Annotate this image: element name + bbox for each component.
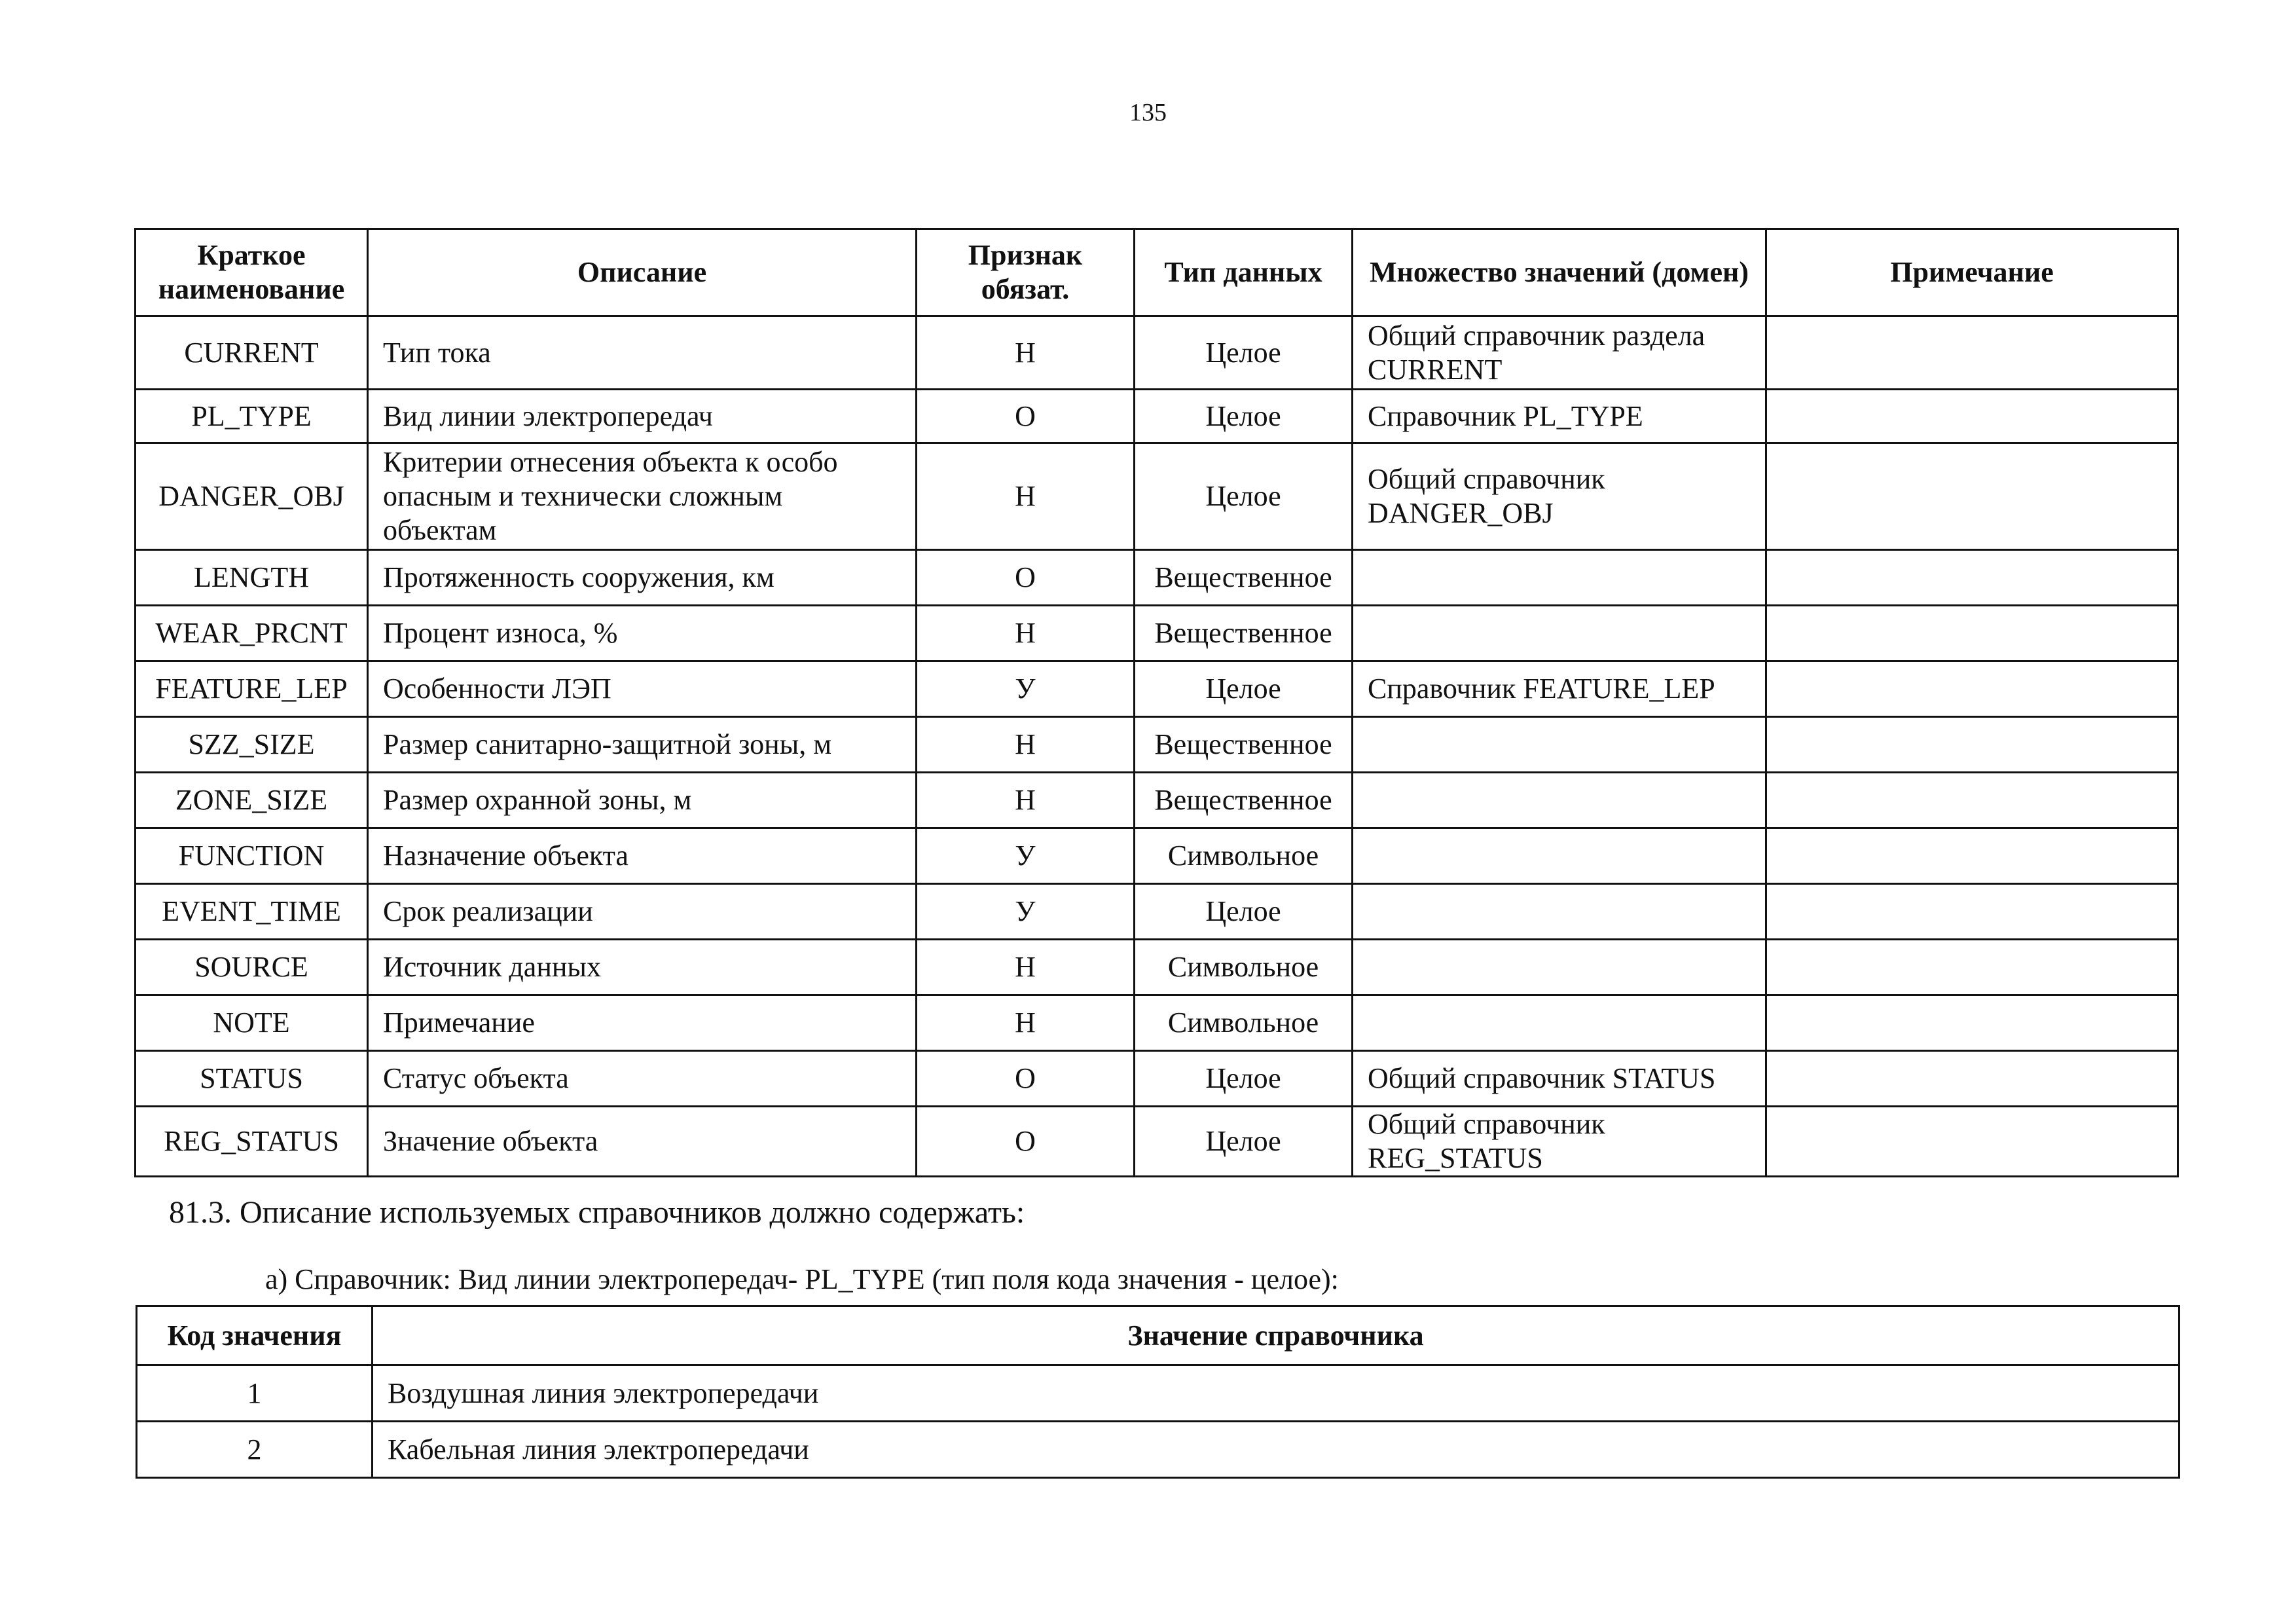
cell-data-type: Целое <box>1135 443 1353 550</box>
attributes-table <box>134 228 2179 1177</box>
cell-data-type: Вещественное <box>1135 773 1353 828</box>
cell-domain <box>1353 773 1766 828</box>
cell-required: О <box>917 390 1135 443</box>
cell-note <box>1766 828 2178 884</box>
cell-required: Н <box>917 606 1135 661</box>
cell-data-type: Целое <box>1135 1051 1353 1107</box>
dictionary-table <box>136 1305 2180 1479</box>
cell-data-type: Символьное <box>1135 995 1353 1051</box>
cell-description: Назначение объекта <box>368 828 917 884</box>
cell-domain: Общий справочник раздела CURRENT <box>1353 316 1766 390</box>
cell-short-name: NOTE <box>136 995 368 1051</box>
cell-domain <box>1353 717 1766 773</box>
cell-value: Воздушная линия электропередачи <box>373 1365 2179 1422</box>
cell-description: Процент износа, % <box>368 606 917 661</box>
cell-required: У <box>917 884 1135 940</box>
table-row <box>136 828 2178 884</box>
table-row <box>136 316 2178 390</box>
cell-note <box>1766 773 2178 828</box>
table-row <box>136 606 2178 661</box>
cell-short-name: EVENT_TIME <box>136 884 368 940</box>
cell-data-type: Целое <box>1135 884 1353 940</box>
table-header-row <box>137 1306 2179 1365</box>
table-row <box>137 1365 2179 1422</box>
cell-note <box>1766 443 2178 550</box>
cell-required: Н <box>917 316 1135 390</box>
table-row <box>136 661 2178 717</box>
cell-domain <box>1353 606 1766 661</box>
cell-domain <box>1353 940 1766 995</box>
cell-description: Протяженность сооружения, км <box>368 550 917 606</box>
cell-domain: Справочник PL_TYPE <box>1353 390 1766 443</box>
cell-short-name: WEAR_PRCNT <box>136 606 368 661</box>
header-short-name: Краткое наименование <box>136 229 368 316</box>
cell-note <box>1766 550 2178 606</box>
cell-description: Примечание <box>368 995 917 1051</box>
cell-note <box>1766 316 2178 390</box>
cell-data-type: Целое <box>1135 316 1353 390</box>
cell-domain <box>1353 828 1766 884</box>
cell-short-name: DANGER_OBJ <box>136 443 368 550</box>
attributes-table-body <box>136 316 2178 1177</box>
cell-short-name: LENGTH <box>136 550 368 606</box>
table-row <box>136 443 2178 550</box>
table-row <box>136 550 2178 606</box>
cell-note <box>1766 1107 2178 1177</box>
table-row <box>136 995 2178 1051</box>
page-number: 135 <box>1129 99 1167 126</box>
table-row <box>136 773 2178 828</box>
table-row <box>136 1107 2178 1177</box>
cell-description: Срок реализации <box>368 884 917 940</box>
cell-note <box>1766 606 2178 661</box>
cell-value: Кабельная линия электропередачи <box>373 1422 2179 1478</box>
cell-description: Тип тока <box>368 316 917 390</box>
cell-required: Н <box>917 443 1135 550</box>
cell-data-type: Целое <box>1135 1107 1353 1177</box>
header-required: Признак обязат. <box>917 229 1135 316</box>
cell-required: Н <box>917 995 1135 1051</box>
cell-required: Н <box>917 940 1135 995</box>
cell-note <box>1766 940 2178 995</box>
cell-description: Статус объекта <box>368 1051 917 1107</box>
cell-note <box>1766 661 2178 717</box>
cell-data-type: Символьное <box>1135 828 1353 884</box>
cell-required: У <box>917 661 1135 717</box>
cell-required: О <box>917 1107 1135 1177</box>
cell-required: О <box>917 550 1135 606</box>
cell-data-type: Целое <box>1135 390 1353 443</box>
cell-note <box>1766 995 2178 1051</box>
header-note: Примечание <box>1766 229 2178 316</box>
header-description: Описание <box>368 229 917 316</box>
cell-short-name: CURRENT <box>136 316 368 390</box>
table-row <box>136 1051 2178 1107</box>
cell-data-type: Целое <box>1135 661 1353 717</box>
cell-description: Источник данных <box>368 940 917 995</box>
table-row <box>136 717 2178 773</box>
cell-code: 2 <box>137 1422 373 1478</box>
cell-required: О <box>917 1051 1135 1107</box>
table-row <box>137 1422 2179 1478</box>
cell-short-name: STATUS <box>136 1051 368 1107</box>
header-domain: Множество значений (домен) <box>1353 229 1766 316</box>
cell-description: Значение объекта <box>368 1107 917 1177</box>
cell-short-name: SOURCE <box>136 940 368 995</box>
table-row <box>136 940 2178 995</box>
cell-note <box>1766 717 2178 773</box>
cell-short-name: ZONE_SIZE <box>136 773 368 828</box>
cell-domain <box>1353 995 1766 1051</box>
cell-required: Н <box>917 773 1135 828</box>
cell-description: Размер охранной зоны, м <box>368 773 917 828</box>
dictionary-table-body <box>137 1365 2179 1478</box>
table-row <box>136 884 2178 940</box>
cell-description: Размер санитарно-защитной зоны, м <box>368 717 917 773</box>
cell-domain: Общий справочник REG_STATUS <box>1353 1107 1766 1177</box>
header-data-type: Тип данных <box>1135 229 1353 316</box>
cell-short-name: FUNCTION <box>136 828 368 884</box>
cell-short-name: REG_STATUS <box>136 1107 368 1177</box>
cell-note <box>1766 390 2178 443</box>
cell-short-name: SZZ_SIZE <box>136 717 368 773</box>
cell-note <box>1766 884 2178 940</box>
cell-domain <box>1353 884 1766 940</box>
header-code: Код значения <box>137 1306 373 1365</box>
cell-domain <box>1353 550 1766 606</box>
cell-note <box>1766 1051 2178 1107</box>
table-header-row <box>136 229 2178 316</box>
cell-short-name: PL_TYPE <box>136 390 368 443</box>
cell-description: Критерии отнесения объекта к особо опасным и технически сложным объектам <box>368 443 917 550</box>
dictionary-caption: а) Справочник: Вид линии электропередач- PL_TYPE (тип поля кода значения - целое): <box>265 1263 1339 1295</box>
cell-domain: Справочник FEATURE_LEP <box>1353 661 1766 717</box>
cell-domain: Общий справочник STATUS <box>1353 1051 1766 1107</box>
cell-description: Вид линии электропередач <box>368 390 917 443</box>
cell-code: 1 <box>137 1365 373 1422</box>
cell-required: Н <box>917 717 1135 773</box>
cell-domain: Общий справочник DANGER_OBJ <box>1353 443 1766 550</box>
cell-data-type: Вещественное <box>1135 550 1353 606</box>
section-paragraph: 81.3. Описание используемых справочников должно содержать: <box>169 1195 1025 1230</box>
cell-data-type: Вещественное <box>1135 606 1353 661</box>
cell-short-name: FEATURE_LEP <box>136 661 368 717</box>
header-value: Значение справочника <box>373 1306 2179 1365</box>
table-row <box>136 390 2178 443</box>
cell-data-type: Вещественное <box>1135 717 1353 773</box>
cell-description: Особенности ЛЭП <box>368 661 917 717</box>
cell-required: У <box>917 828 1135 884</box>
cell-data-type: Символьное <box>1135 940 1353 995</box>
